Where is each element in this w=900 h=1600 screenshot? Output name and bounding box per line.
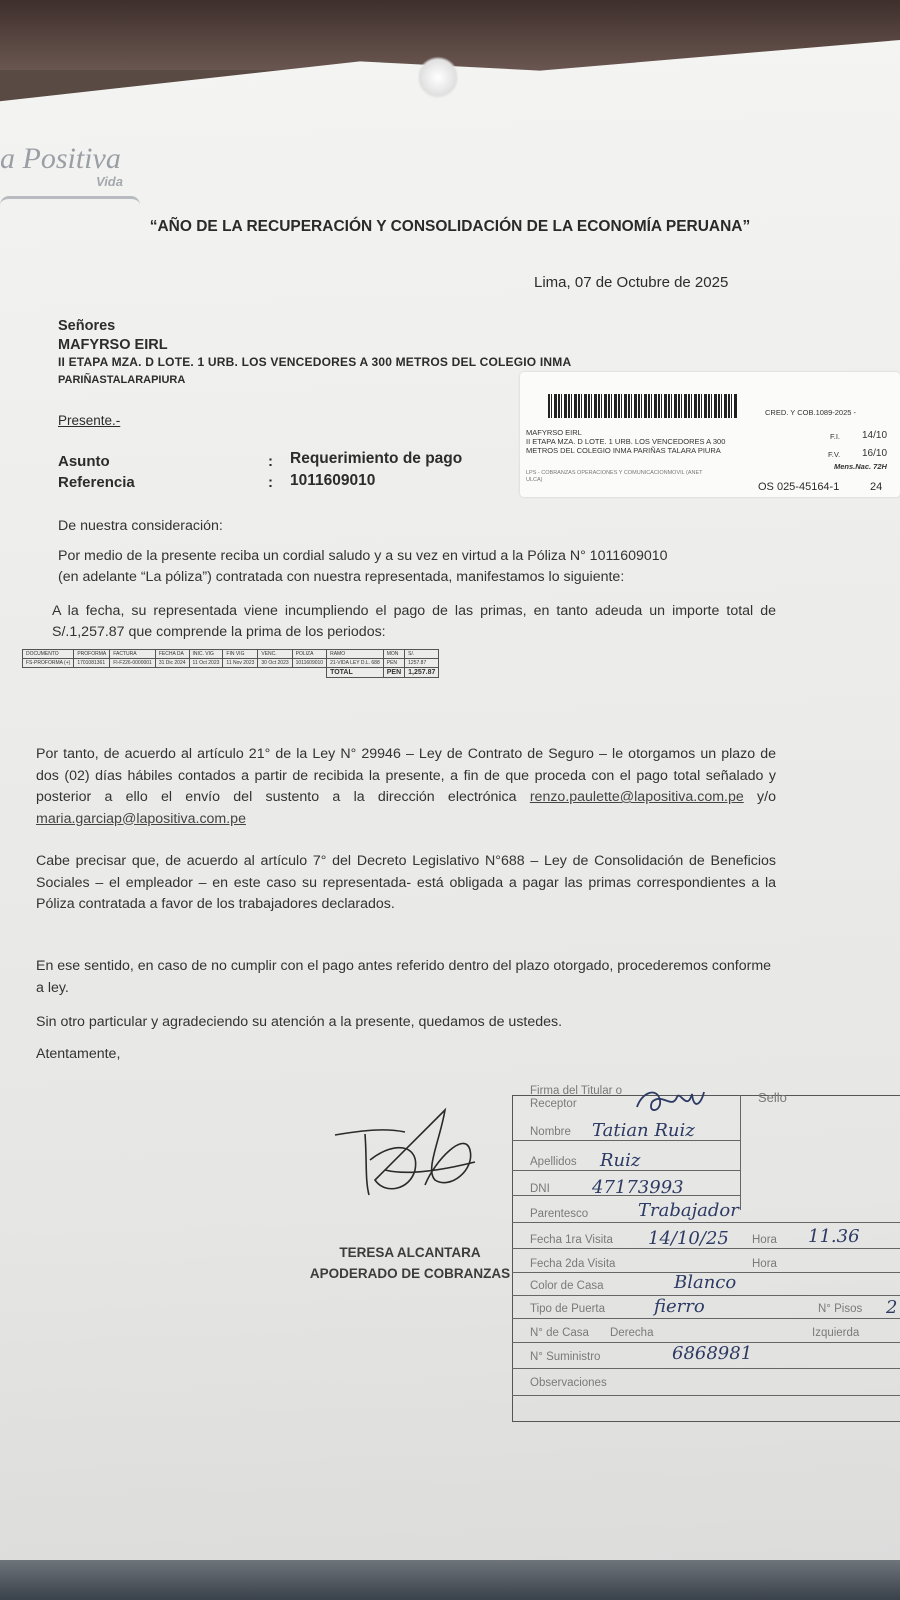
form-casa-label: N° de Casa <box>530 1327 589 1339</box>
email-link-2[interactable]: maria.garciap@lapositiva.com.pe <box>36 810 246 827</box>
recipient-company: MAFYRSO EIRL <box>58 337 168 353</box>
table-header: RAMO <box>327 650 384 659</box>
paragraph-3-text: Por tanto, de acuerdo al artículo 21° de la Ley N° 29946 – Ley de Contrato de Seguro – le otorgamos un plazo de dos (02) días hábiles contados a partir de recibida la presente, a fin de que proceda con el pago total señalado y posterior a ello el envío del sustento a la dirección electrónica <box>36 746 776 805</box>
sticker-dept-2: ULCA) <box>526 477 543 483</box>
greeting: Señores <box>58 318 116 334</box>
paragraph-3 <box>36 744 776 830</box>
table-header: FACTURA <box>110 650 156 659</box>
hw-color: Blanco <box>674 1272 737 1293</box>
table-header: POLIZA <box>292 650 326 659</box>
form-hora-label: Hora <box>752 1234 777 1246</box>
table-cell: 11 Nov 2023 <box>223 659 258 668</box>
form-puerta-label: Tipo de Puerta <box>530 1303 606 1315</box>
recipient-city: PARIÑASTALARAPIURA <box>58 374 186 386</box>
sticker-dept: LPS - COBRANZAS OPERACIONES Y COMUNICACIONMOVIL (ANET <box>526 470 703 476</box>
table-header-row <box>23 650 439 659</box>
form-hora2-label: Hora <box>752 1258 777 1270</box>
hw-parentesco: Trabajador <box>638 1200 739 1221</box>
sticker-address: II ETAPA MZA. D LOTE. 1 URB. LOS VENCEDORES A 300 <box>526 437 726 446</box>
form-fecha1-label: Fecha 1ra Visita <box>530 1234 613 1246</box>
signer-name: TERESA ALCANTARA <box>339 1245 481 1260</box>
background-bottom <box>0 1560 900 1600</box>
form-fecha2-label: Fecha 2da Visita <box>530 1258 616 1270</box>
table-header: S/. <box>405 650 439 659</box>
total-currency: PEN <box>383 668 404 678</box>
hw-nombre: Tatian Ruiz <box>592 1120 695 1141</box>
form-color-label: Color de Casa <box>530 1280 604 1292</box>
form-firma-label: Firma del Titular o Receptor <box>530 1085 623 1110</box>
table-header: DOCUMENTO <box>23 650 74 659</box>
colon: : <box>268 453 273 470</box>
paper-crease <box>418 55 458 100</box>
consideracion: De nuestra consideración: <box>58 518 223 534</box>
form-derecha-label: Derecha <box>610 1327 654 1339</box>
table-cell: 1011609010 <box>292 659 326 668</box>
table-cell: 1257.87 <box>405 659 439 668</box>
form-apellidos-label: Apellidos <box>530 1156 577 1168</box>
form-izquierda-label: Izquierda <box>812 1327 860 1339</box>
presente-label: Presente.- <box>58 413 121 428</box>
sticker-address-2: METROS DEL COLEGIO INMA PARIÑAS TALARA PIURA <box>526 446 721 455</box>
form-nombre-label: Nombre <box>530 1126 571 1138</box>
letter-date: Lima, 07 de Octubre de 2025 <box>534 274 729 291</box>
paragraph-1: Por medio de la presente reciba un cordial saludo y a su vez en virtud a la Póliza N° 1011609010 <box>58 548 668 564</box>
sticker-cred: CRED. Y COB.1089-2025 - <box>765 408 857 417</box>
signature-scribble <box>325 1100 495 1220</box>
hw-hora: 11.36 <box>808 1226 860 1247</box>
table-cell: 30 Oct 2023 <box>258 659 292 668</box>
table-header: FECHA DA <box>155 650 189 659</box>
table-header: VENC. <box>258 650 292 659</box>
form-pisos-label: N° Pisos <box>818 1303 863 1315</box>
paragraph-2: A la fecha, su representada viene incumpliendo el pago de las primas, en tanto adeuda un importe total de S/.1,257.87 que comprende la prima de los periodos: <box>52 603 776 640</box>
form-sello-label: Sello <box>758 1090 787 1105</box>
table-cell: PEN <box>383 659 404 668</box>
form-parentesco-label: Parentesco <box>530 1208 589 1220</box>
signer-title: APODERADO DE COBRANZAS <box>309 1266 511 1281</box>
asunto-value: Requerimiento de pago <box>290 450 463 467</box>
hw-suministro: 6868981 <box>672 1343 753 1364</box>
referencia-value: 1011609010 <box>290 472 376 489</box>
paragraph-5: En ese sentido, en caso de no cumplir con el pago antes referido dentro del plazo otorgado, procederemos conforme a ley. <box>36 958 772 996</box>
barcode-icon <box>548 394 738 418</box>
year-title: “AÑO DE LA RECUPERACIÓN Y CONSOLIDACIÓN DE LA ECONOMÍA PERUANA” <box>149 218 751 235</box>
recipient-address: II ETAPA MZA. D LOTE. 1 URB. LOS VENCEDORES A 300 METROS DEL COLEGIO INMA <box>58 355 572 369</box>
form-suministro-label: N° Suministro <box>530 1351 601 1363</box>
hw-pisos: 2 <box>886 1297 898 1318</box>
signer-block <box>295 1242 525 1284</box>
table-cell: 1701081361 <box>74 659 110 668</box>
table-cell: 21-VIDA LEY D.L. 688 <box>327 659 384 668</box>
sticker-fv-label: F.V. <box>828 450 841 459</box>
sticker-company: MAFYRSO EIRL <box>526 428 582 437</box>
sello-divider <box>740 1095 741 1210</box>
sticker-mens: Mens.Nac. 72H <box>834 462 887 471</box>
closing: Atentamente, <box>36 1046 121 1062</box>
asunto-label: Asunto <box>58 453 110 470</box>
total-value: 1,257.87 <box>405 668 439 678</box>
paragraph-1b: (en adelante “La póliza”) contratada con nuestra representada, manifestamos lo siguiente: <box>58 569 625 585</box>
table-cell: 31 Dic 2024 <box>155 659 189 668</box>
hw-fecha: 14/10/25 <box>648 1228 729 1249</box>
logo-swoosh <box>0 196 140 205</box>
paragraph-6: Sin otro particular y agradeciendo su atención a la presente, quedamos de ustedes. <box>36 1014 563 1030</box>
sticker-fi: 14/10 <box>862 430 888 441</box>
table-header: PROFORMA <box>74 650 110 659</box>
sticker-fi-label: F.I. <box>830 432 841 441</box>
sticker-os: OS 025-45164-1 <box>758 481 840 493</box>
sticker-os-num: 24 <box>870 481 883 493</box>
table-header: MON <box>383 650 404 659</box>
logo-subtitle: Vida <box>96 174 123 189</box>
form-dni-label: DNI <box>530 1183 550 1195</box>
receiver-signature-scribble <box>632 1082 712 1122</box>
referencia-label: Referencia <box>58 474 135 491</box>
email-link-1[interactable]: renzo.paulette@lapositiva.com.pe <box>529 789 744 805</box>
form-obs-label: Observaciones <box>530 1377 607 1389</box>
premium-table <box>22 649 439 678</box>
company-logo: a Positiva <box>0 142 121 175</box>
sticker-fv: 16/10 <box>862 448 888 459</box>
table-header: INIC. VIG <box>189 650 223 659</box>
email-separator: y/o <box>757 789 776 805</box>
table-header: FIN VIG <box>223 650 258 659</box>
hw-puerta: fierro <box>654 1296 705 1317</box>
table-cell: 11 Oct 2023 <box>189 659 223 668</box>
paragraph-4: Cabe precisar que, de acuerdo al artículo 7° del Decreto Legislativo N°688 – Ley de Consolidación de Beneficios Sociales – el empleador – en este caso su representada- está obligada a pagar las primas correspondientes a la Póliza contratada a favor de los trabajadores declarados. <box>36 853 776 912</box>
table-total-row <box>23 668 439 678</box>
table-cell: FS-PROFORMA (+) <box>23 659 74 668</box>
table-cell: FI-F226-0000001 <box>110 659 156 668</box>
hw-apellidos: Ruiz <box>600 1150 641 1171</box>
colon: : <box>268 474 273 491</box>
hw-dni: 47173993 <box>592 1177 684 1198</box>
total-label: TOTAL <box>327 668 384 678</box>
table-row <box>23 659 439 668</box>
